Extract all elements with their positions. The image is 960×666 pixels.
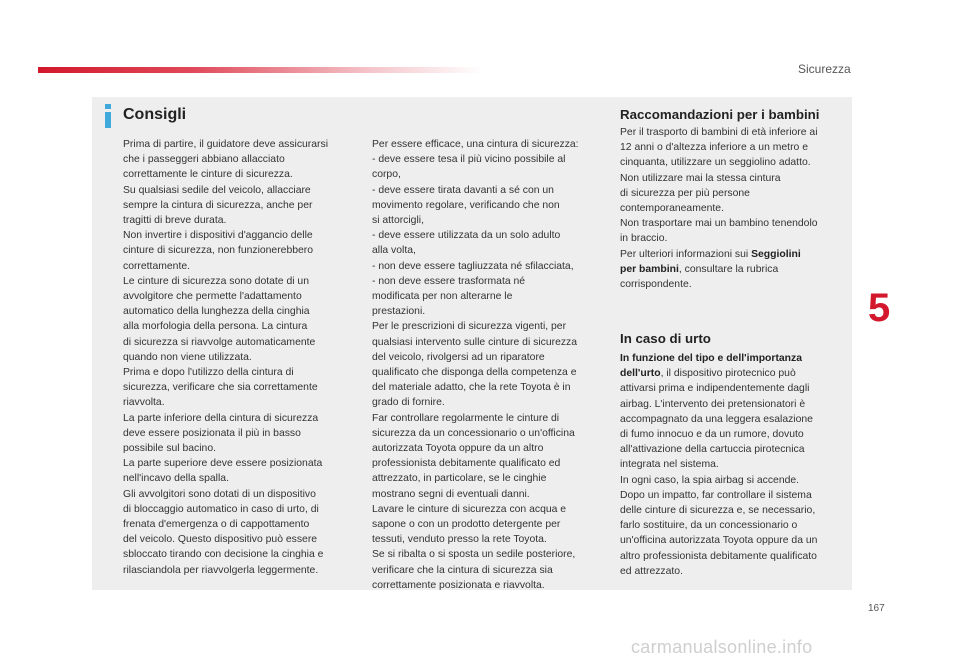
seggiolini-link-text: Seggiolini per bambini	[620, 248, 801, 275]
urto-heading: In caso di urto	[620, 331, 711, 346]
urto-bold-lead: In funzione del tipo e dell'importanza dell'urto	[620, 353, 803, 380]
urto-text	[620, 351, 845, 579]
consigli-text-col2: Per essere efficace, una cintura di sicurezza: - deve essere tesa il più vicino possibile al corpo, - deve essere tirata davanti a sé con un movimento regolare, verificando che non si attorcigli, - deve essere utilizzata da un solo adulto alla volta, - non deve essere tagliuzzata né sfilacciata, - non deve essere trasformata né modificata per non alterarne le prestazioni. Per le prescrizioni di sicurezza vigenti, per qualsiasi intervento sulle cinture di sicurezza del veicolo, rivolgersi ad un riparatore qualificato che disponga della competenza e del materiale adatto, che la rete Toyota è in grado di fornire. Far controllare regolarmente le cinture di sicurezza da un concessionario o un'officina autorizzata Toyota oppure da un altro professionista debitamente qualificato ed attrezzato, in particolare, se le cinghie mostrano segni di eventuali danni. Lavare le cinture di sicurezza con acqua e sapone o con un prodotto detergente per tessuti, venduto presso la rete Toyota. Se si ribalta o si sposta un sedile posteriore, verificare che la cintura di sicurezza sia correttamente posizionata e riavvolta.	[372, 139, 579, 591]
chapter-number: 5	[868, 286, 891, 330]
urto-body: , il dispositivo pirotecnico può attivarsi prima e indipendentemente dagli airbag. L'intervento dei pretensionatori è accompagnato da una leggera esalazione di fumo innocuo e da un rumore, dovuto all'attivazione della cartuccia pirotecnica integrata nel sistema. In ogni caso, la spia airbag si accende. Dopo un impatto, far controllare il sistema delle cinture di sicurezza e, se necessario, farlo sostituire, da un concessionario o un'officina autorizzata Toyota oppure da un altro professionista debitamente qualificato ed attrezzato.	[620, 368, 818, 577]
raccomandazioni-body: Per il trasporto di bambini di età inferiore ai 12 anni o d'altezza inferiore a un metro e cinquanta, utilizzare un seggiolino adatto. Non utilizzare mai la stessa cintura di sicurezza per più persone contemporaneamente. Non trasportare mai un bambino tenendolo in braccio. Per ulteriori informazioni sui	[620, 127, 818, 260]
consigli-heading: Consigli	[123, 106, 187, 123]
watermark: carmanualsonline.info	[631, 637, 813, 657]
raccomandazioni-heading: Raccomandazioni per i bambini	[620, 107, 820, 122]
raccomandazioni-text	[620, 125, 845, 292]
header-accent-bar	[38, 67, 483, 73]
section-title: Sicurezza	[798, 62, 851, 76]
info-icon	[100, 104, 116, 126]
page-number: 167	[868, 603, 885, 614]
raccomandazioni-body-end: , consultare la rubrica corrispondente.	[620, 263, 779, 291]
consigli-text-col1: Prima di partire, il guidatore deve assicurarsi che i passeggeri abbiano allacciato correttamente le cinture di sicurezza. Su qualsiasi sedile del veicolo, allacciare sempre la cintura di sicurezza, anche per tragitti di breve durata. Non invertire i dispositivi d'aggancio delle cinture di sicurezza, non funzionerebbero correttamente. Le cinture di sicurezza sono dotate di un avvolgitore che permette l'adattamento automatico della lunghezza della cinghia alla morfologia della persona. La cintura di sicurezza si riavvolge automaticamente quando non viene utilizzata. Prima e dopo l'utilizzo della cintura di sicurezza, verificare che sia correttamente riavvolta. La parte inferiore della cintura di sicurezza deve essere posizionata il più in basso possibile sul bacino. La parte superiore deve essere posizionata nell'incavo della spalla. Gli avvolgitori sono dotati di un dispositivo di bloccaggio automatico in caso di urto, di frenata d'emergenza o di cappottamento del veicolo. Questo dispositivo può essere sbloccato tirando con decisione la cinghia e rilasciandola per riavvolgerla leggermente.	[123, 139, 329, 576]
